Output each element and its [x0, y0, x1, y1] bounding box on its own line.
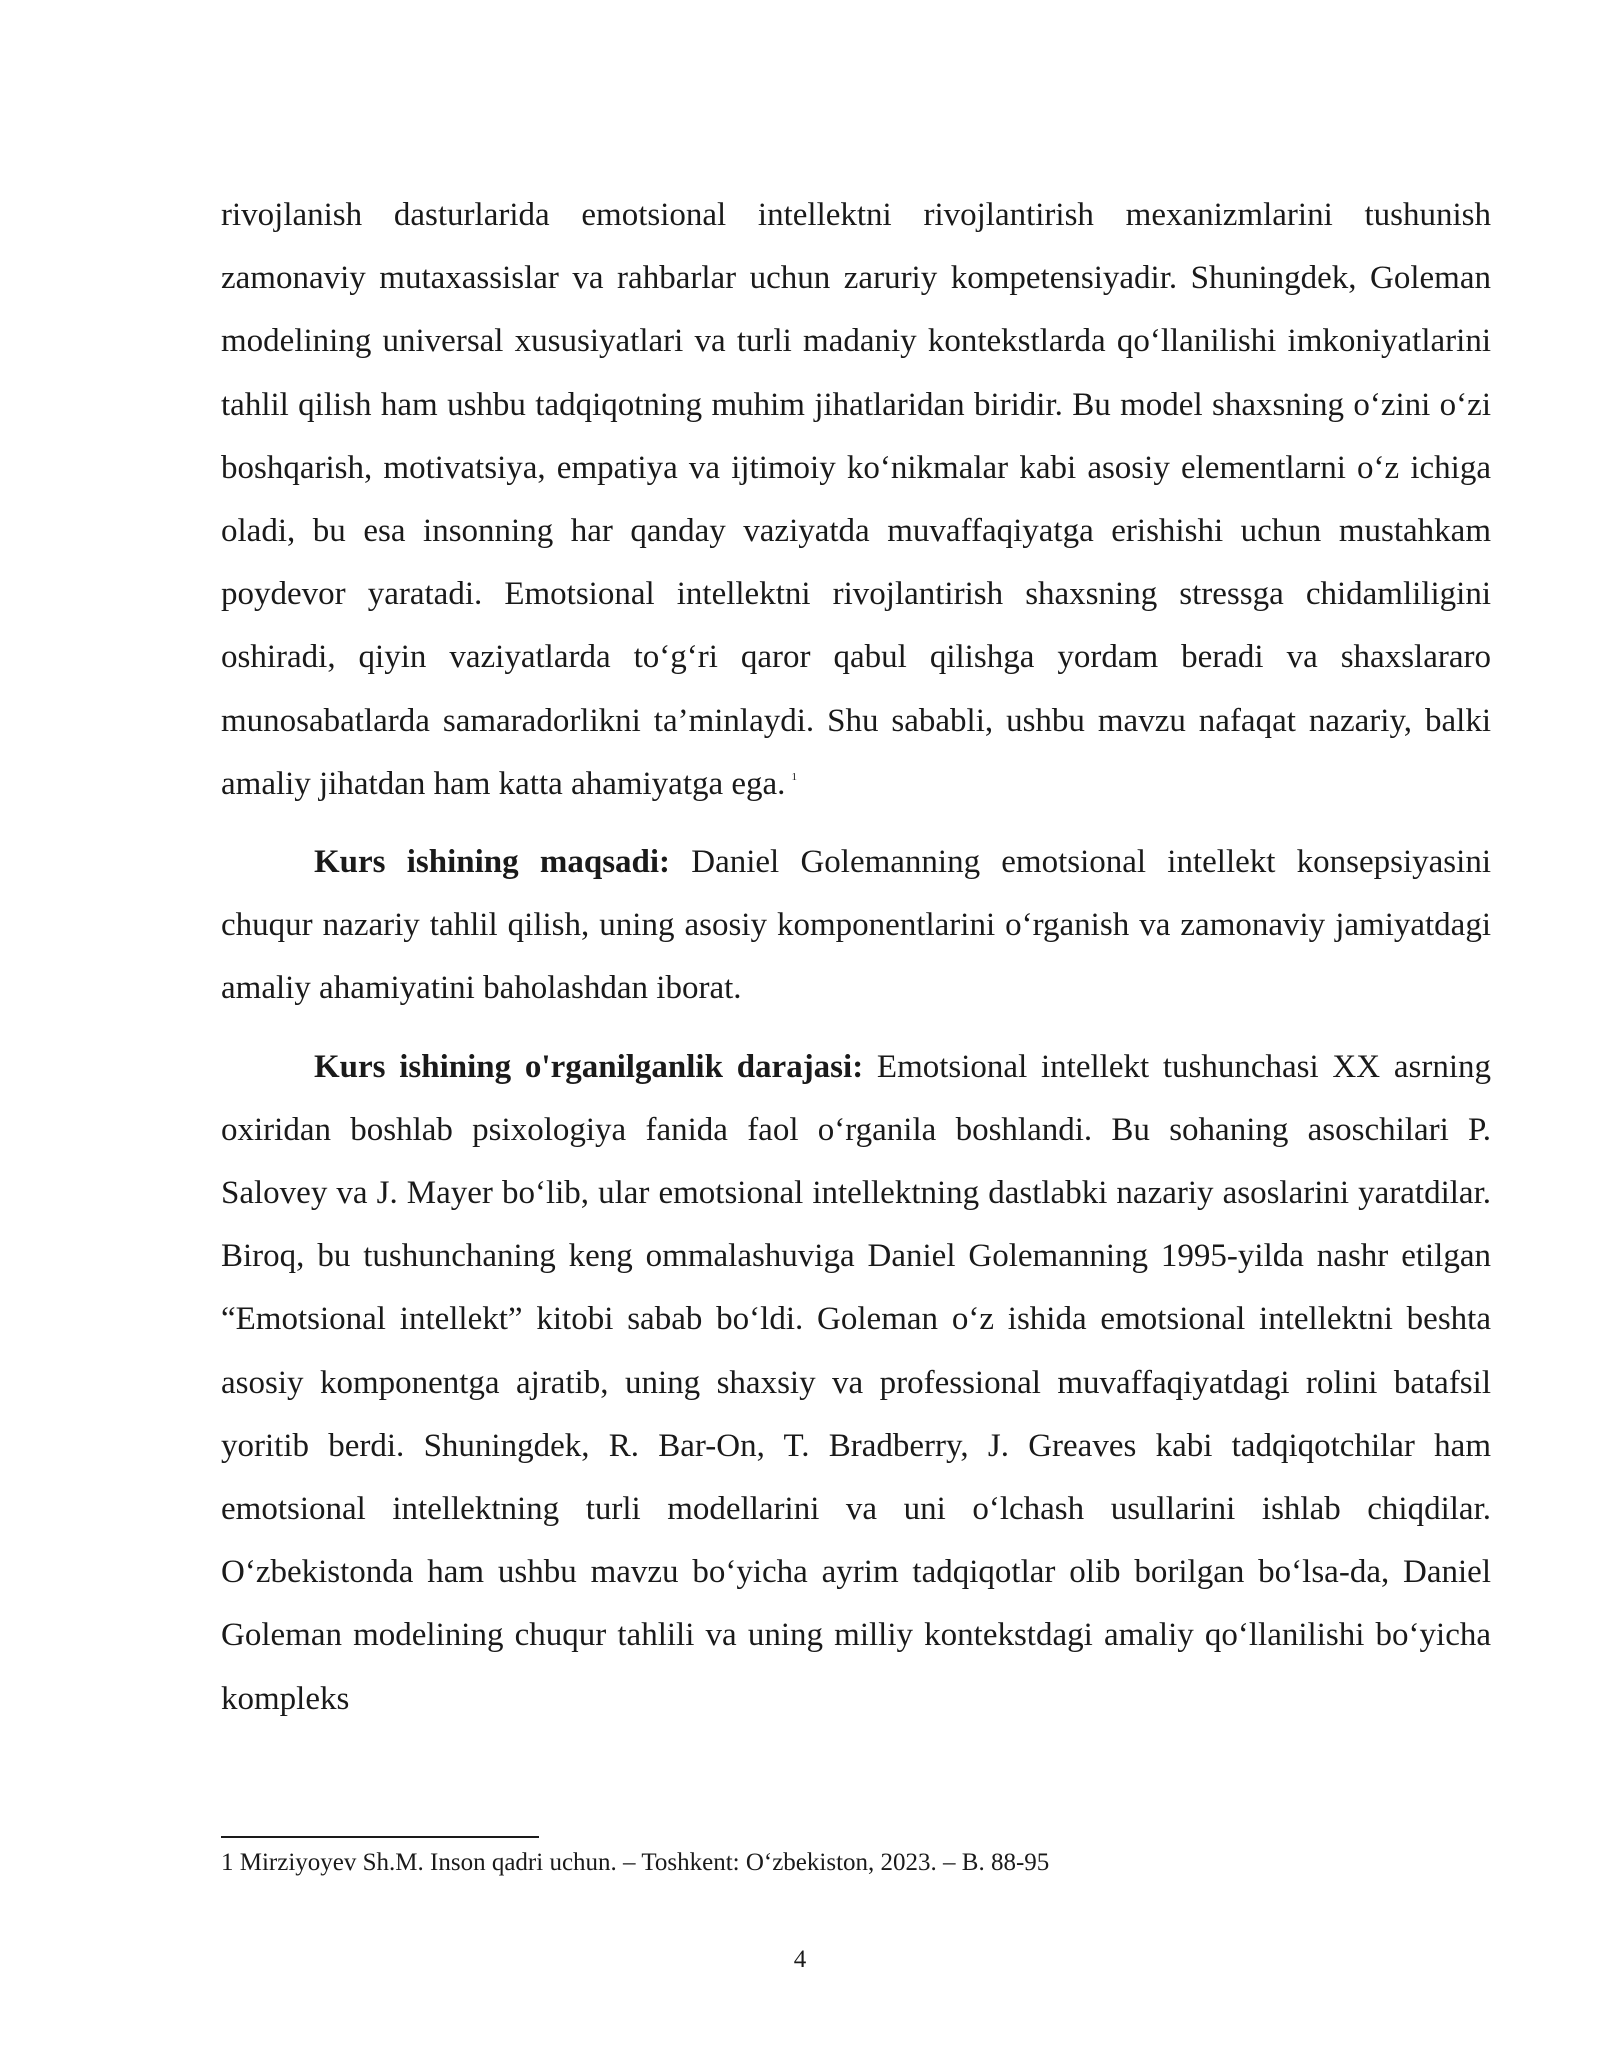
- footnote-separator: [221, 1836, 539, 1838]
- footnote: 1 Mirziyoyev Sh.M. Inson qadri uchun. – Toshkent: O‘zbekiston, 2023. – B. 88-95: [221, 1849, 1050, 1876]
- goal-heading: Kurs ishining maqsadi:: [314, 844, 671, 881]
- study-level-text: Emotsional intellekt tushunchasi XX asrning oxiridan boshlab psixologiya fanida faol o‘rganila boshlandi. Bu sohaning asoschilari P. Salovey va J. Mayer bo‘lib, ular emotsional intellektning dastlabki nazariy asoslarini yaratdilar. Biroq, bu tushunchaning keng ommalashuviga Daniel Golemanning 1995-yilda nashr etilgan “Emotsional intellekt” kitobi sabab bo‘ldi. Goleman o‘z ishida emotsional intellektni beshta asosiy komponentga ajratib, uning shaxsiy va professional muvaffaqiyatdagi rolini batafsil yoritib berdi. Shuningdek, R. Bar-On, T. Bradberry, J. Greaves kabi tadqiqotchilar ham emotsional intellektning turli modellarini va uni o‘lchash usullarini ishlab chiqdilar. O‘zbekistonda ham ushbu mavzu bo‘yicha ayrim tadqiqotlar olib borilgan bo‘lsa-da, Daniel Goleman modelining chuqur tahlili va uning milliy kontekstdagi amaliy qo‘llanilishi bo‘yicha kompleks: [221, 1048, 1491, 1717]
- page-number: 4: [793, 1946, 807, 1973]
- goal-text: Daniel Golemanning emotsional intellekt konsepsiyasini chuqur nazariy tahlil qilish, uning asosiy komponentlarini o‘rganish va zamonaviy jamiyatdagi amaliy ahamiyatini baholashdan iborat.: [221, 844, 1491, 1007]
- study-level-heading: Kurs ishining o'rganilganlik darajasi:: [314, 1048, 864, 1085]
- paragraph-goal: [221, 831, 1491, 1021]
- page-body: [221, 184, 1491, 1731]
- footnote-reference[interactable]: 1: [791, 770, 797, 783]
- paragraph-continuation: [221, 184, 1491, 816]
- paragraph-study-level: [221, 1036, 1491, 1731]
- paragraph-1-text: rivojlanish dasturlarida emotsional intellektni rivojlantirish mexanizmlarini tushunish zamonaviy mutaxassislar va rahbarlar uchun zaruriy kompetensiyadir. Shuningdek, Goleman modelining universal xususiyatlari va turli madaniy kontekstlarda qo‘llanilishi imkoniyatlarini tahlil qilish ham ushbu tadqiqotning muhim jihatlaridan biridir. Bu model shaxsning o‘zini o‘zi boshqarish, motivatsiya, empatiya va ijtimoiy ko‘nikmalar kabi asosiy elementlarni o‘z ichiga oladi, bu esa insonning har qanday vaziyatda muvaffaqiyatga erishishi uchun mustahkam poydevor yaratadi. Emotsional intellektni rivojlantirish shaxsning stressga chidamliligini oshiradi, qiyin vaziyatlarda to‘g‘ri qaror qabul qilishga yordam beradi va shaxslararo munosabatlarda samaradorlikni ta’minlaydi. Shu sababli, ushbu mavzu nafaqat nazariy, balki amaliy jihatdan ham katta ahamiyatga ega.: [221, 197, 1491, 802]
